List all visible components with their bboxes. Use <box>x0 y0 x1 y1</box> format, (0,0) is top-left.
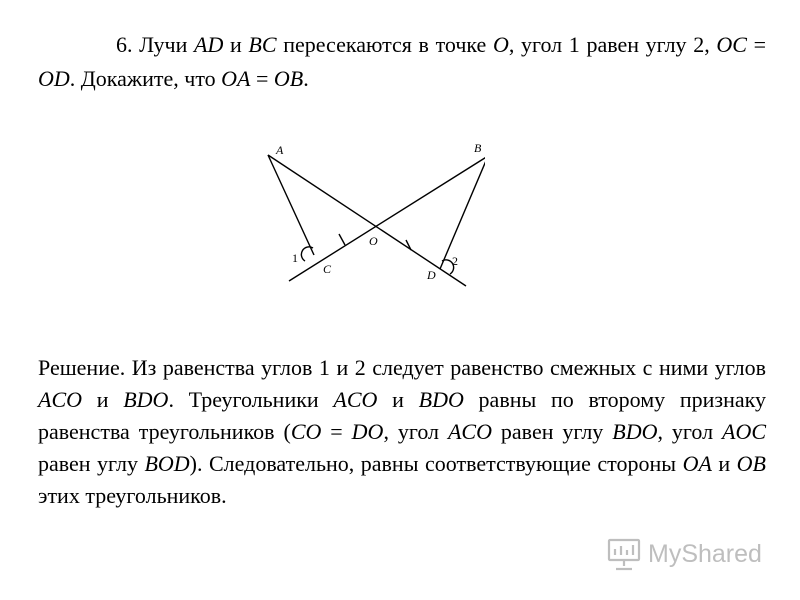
ray-bc: BC <box>248 32 277 57</box>
watermark <box>606 534 762 574</box>
solution-text-run: , угол <box>657 419 723 444</box>
tick-mark-oc <box>339 234 345 245</box>
solution-text-run: ). Следовательно, равны соответствующие стороны <box>189 451 683 476</box>
triangle-aco: ACO <box>333 387 378 412</box>
segment-bd-line <box>440 156 485 269</box>
problem-text: и <box>223 32 249 57</box>
angle-aco: ACO <box>447 419 492 444</box>
problem-text: пересекаются в точке <box>276 32 493 57</box>
solution-text-run: равен углу <box>491 419 613 444</box>
segment-co: CO <box>290 419 322 444</box>
solution-text-run: . Треугольники <box>168 387 334 412</box>
problem-statement <box>38 28 766 96</box>
geometry-figure <box>255 128 485 298</box>
solution-text <box>38 352 766 512</box>
segment-ob: OB <box>273 66 304 91</box>
angle-bod: BOD <box>144 451 190 476</box>
watermark-text: MyShared <box>648 539 762 568</box>
segment-oc: OC <box>716 32 747 57</box>
label-angle-2: 2 <box>452 254 458 268</box>
solution-text-run: и <box>711 451 737 476</box>
solution-text-run: этих треугольников. <box>38 483 227 508</box>
problem-text: . <box>303 66 309 91</box>
presentation-board-icon <box>606 537 642 571</box>
segment-do: DO <box>351 419 384 444</box>
solution-text-run: равны по второму признаку равенства треугольников ( <box>38 387 767 444</box>
solution-text-run: и <box>377 387 419 412</box>
problem-number: 6. <box>116 32 133 57</box>
ray-ad: AD <box>194 32 224 57</box>
problem-text: Лучи <box>132 32 195 57</box>
angle-aco: ACO <box>38 387 82 412</box>
triangle-bdo: BDO <box>418 387 464 412</box>
segment-ob: OB <box>736 451 766 476</box>
label-a: A <box>276 143 284 157</box>
solution-text-run: = <box>321 419 352 444</box>
angle-aoc: AOC <box>722 419 767 444</box>
label-angle-1: 1 <box>292 251 298 265</box>
solution-text-run: , угол <box>383 419 448 444</box>
point-o: O <box>492 32 509 57</box>
problem-text: = <box>746 32 766 57</box>
solution-text-run: равен углу <box>38 451 145 476</box>
problem-text: = <box>250 66 274 91</box>
label-b: B <box>474 141 482 155</box>
solution-text-run: и <box>82 387 124 412</box>
segment-oa: OA <box>221 66 251 91</box>
segment-od: OD <box>38 66 70 91</box>
problem-text: . Докажите, что <box>69 66 222 91</box>
label-d: D <box>427 268 436 282</box>
angle-bdo: BDO <box>612 419 658 444</box>
solution-text-run: Решение. Из равенства углов 1 и 2 следует равенство смежных с ними углов <box>38 355 766 380</box>
segment-oa: OA <box>682 451 712 476</box>
problem-text: , угол 1 равен углу 2, <box>508 32 717 57</box>
label-o: O <box>369 234 378 248</box>
angle-bdo: BDO <box>123 387 169 412</box>
label-c: C <box>323 262 332 276</box>
